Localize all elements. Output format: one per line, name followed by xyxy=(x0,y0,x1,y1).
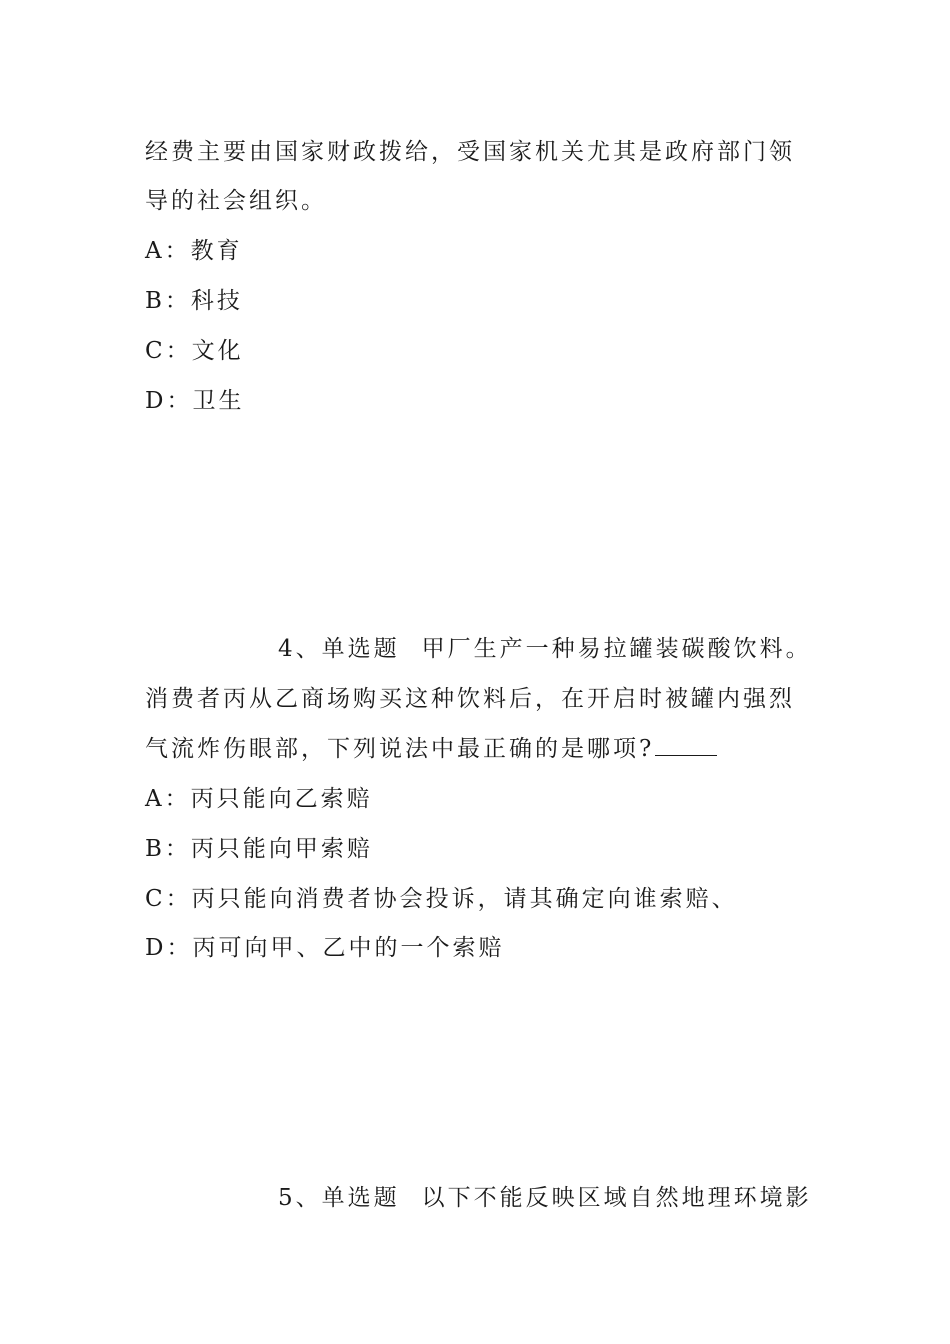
q5-header xyxy=(278,1183,812,1213)
q3-option-c: C：文化 xyxy=(145,338,244,364)
q4-header xyxy=(278,634,812,664)
q3-stem-line-1: 经费主要由国家财政拨给，受国家机关尤其是政府部门领 xyxy=(145,139,795,165)
q4-option-d: D：丙可向甲、乙中的一个索赔 xyxy=(145,935,505,961)
answer-blank xyxy=(655,735,717,756)
q3-option-d: D：卫生 xyxy=(145,388,245,414)
q4-stem-line-3-row xyxy=(145,734,717,764)
q4-option-b: B：丙只能向甲索赔 xyxy=(145,836,373,862)
q4-number: 4、单选题 xyxy=(278,636,400,662)
q4-option-c: C：丙只能向消费者协会投诉，请其确定向谁索赔、 xyxy=(145,886,738,912)
q3-option-b: B：科技 xyxy=(145,288,243,314)
q4-stem-line-2: 消费者丙从乙商场购买这种饮料后，在开启时被罐内强烈 xyxy=(145,686,795,712)
q3-option-a: A：教育 xyxy=(145,238,243,264)
q4-stem-line-3: 气流炸伤眼部，下列说法中最正确的是哪项? xyxy=(145,736,655,762)
q5-stem-line-1: 以下不能反映区域自然地理环境影 xyxy=(421,1185,812,1211)
q5-number: 5、单选题 xyxy=(278,1185,400,1211)
q4-stem-line-1: 甲厂生产一种易拉罐装碳酸饮料。 xyxy=(421,636,812,662)
q3-stem-line-2: 导的社会组织。 xyxy=(145,188,327,214)
q4-option-a: A：丙只能向乙索赔 xyxy=(145,786,373,812)
